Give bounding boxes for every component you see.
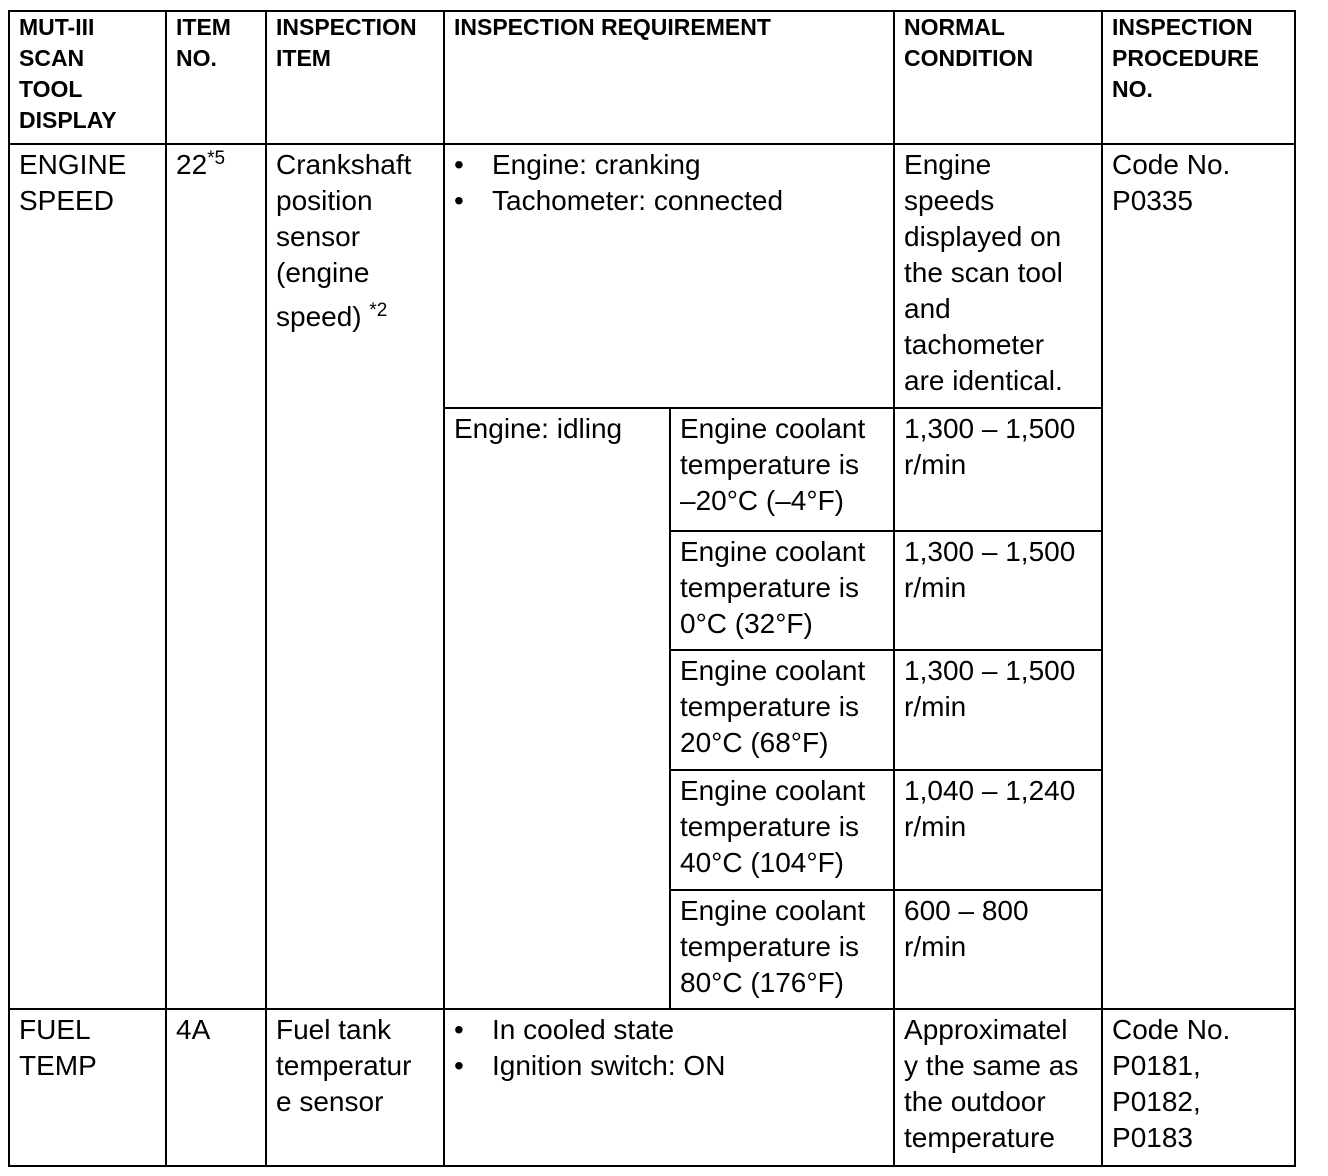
- idle-speed-value: 1,300 – 1,500 r/min: [894, 650, 1102, 770]
- bullet-icon: •: [454, 149, 464, 180]
- table-row: [9, 1009, 1295, 1166]
- fuel-temp-procedure: Code No. P0181, P0182, P0183: [1102, 1009, 1295, 1166]
- bullet-icon: •: [454, 1050, 464, 1081]
- engine-speed-normal: Engine speeds displayed on the scan tool and tachometer are identical.: [894, 144, 1102, 408]
- engine-speed-inspection-item: Crankshaft position sensor (engine speed) $^{*2}$: [266, 144, 444, 1009]
- coolant-temp-condition: Engine coolant temperature is –20°C (–4°F): [670, 408, 894, 531]
- coolant-temp-condition: Engine coolant temperature is 0°C (32°F): [670, 531, 894, 650]
- bullet-icon: •: [454, 1014, 464, 1045]
- list-item: • In cooled state: [454, 1012, 884, 1048]
- coolant-temp-condition: Engine coolant temperature is 40°C (104°F): [670, 770, 894, 890]
- inspection-table: [8, 10, 1296, 1167]
- list-item: • Tachometer: connected: [454, 183, 884, 219]
- bullet-icon: •: [454, 185, 464, 216]
- header-normal-condition: NORMAL CONDITION: [894, 11, 1102, 144]
- fuel-temp-inspection-item: Fuel tank temperatur e sensor: [266, 1009, 444, 1166]
- fuel-temp-requirement: [444, 1009, 894, 1166]
- fuel-temp-normal: Approximatel y the same as the outdoor temperature: [894, 1009, 1102, 1166]
- table-row: [9, 144, 1295, 408]
- list-item: • Engine: cranking: [454, 147, 884, 183]
- idle-speed-value: 600 – 800 r/min: [894, 890, 1102, 1009]
- header-item-no: ITEM NO.: [166, 11, 266, 144]
- idle-speed-value: 1,040 – 1,240 r/min: [894, 770, 1102, 890]
- header-requirement: INSPECTION REQUIREMENT: [444, 11, 894, 144]
- coolant-temp-condition: Engine coolant temperature is 80°C (176°F): [670, 890, 894, 1009]
- header-procedure-no: INSPECTION PROCEDURE NO.: [1102, 11, 1295, 144]
- idling-condition: Engine: idling: [444, 408, 670, 1009]
- idle-speed-value: 1,300 – 1,500 r/min: [894, 408, 1102, 531]
- fuel-temp-item-no: 4A: [166, 1009, 266, 1166]
- footnote-mark: *2: [369, 300, 388, 321]
- engine-speed-procedure: Code No. P0335: [1102, 144, 1295, 1009]
- footnote-mark: *5: [207, 148, 226, 169]
- header-display: MUT-III SCAN TOOL DISPLAY: [9, 11, 166, 144]
- fuel-temp-display: FUEL TEMP: [9, 1009, 166, 1166]
- engine-speed-display: ENGINE SPEED: [9, 144, 166, 1009]
- coolant-temp-condition: Engine coolant temperature is 20°C (68°F): [670, 650, 894, 770]
- header-row: [9, 11, 1295, 144]
- idle-speed-value: 1,300 – 1,500 r/min: [894, 531, 1102, 650]
- list-item: • Ignition switch: ON: [454, 1048, 884, 1084]
- header-inspection-item: INSPECTION ITEM: [266, 11, 444, 144]
- engine-speed-item-no: 22$^{*5}$: [166, 144, 266, 1009]
- engine-speed-requirement: [444, 144, 894, 408]
